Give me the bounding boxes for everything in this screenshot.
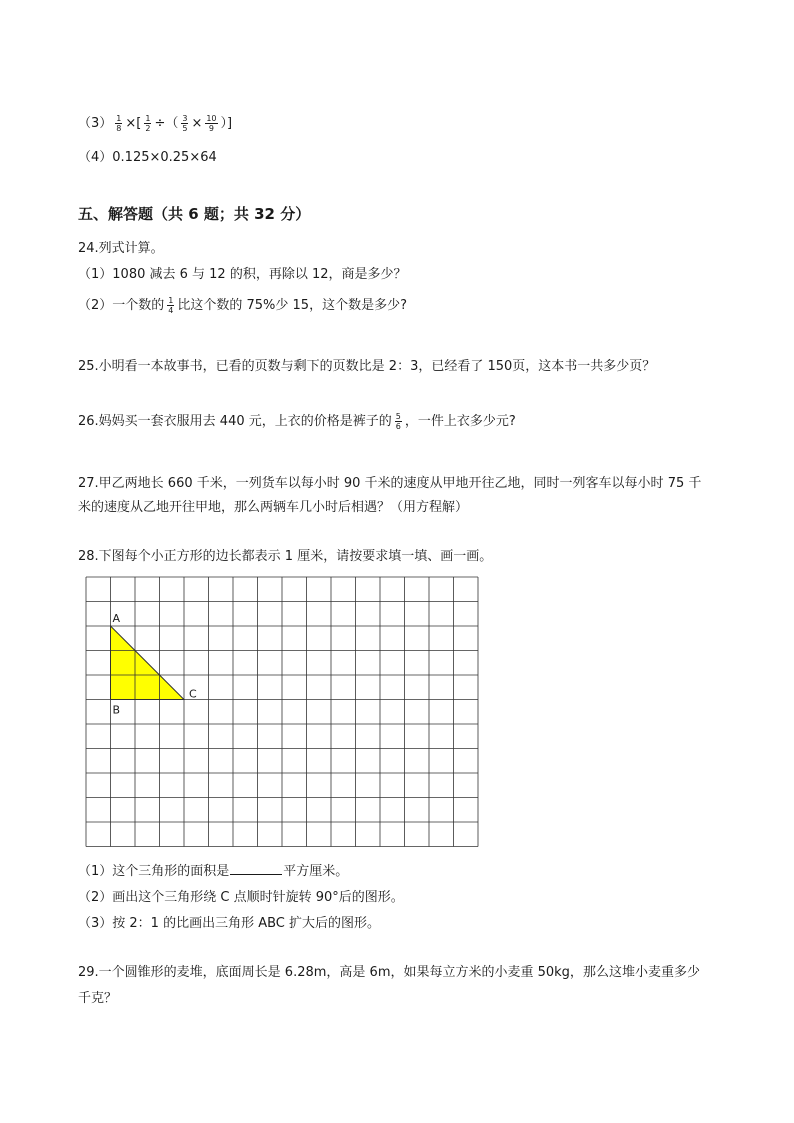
problem-24-title: 24.列式计算。: [78, 241, 164, 256]
fraction-3-5: $\frac{3}{5}$: [182, 114, 188, 133]
triangle-abc: [111, 626, 185, 700]
vertex-label-a: A: [112, 612, 121, 625]
vertex-label-c: C: [189, 687, 197, 701]
fraction-5-6: $\frac{5}{6}$: [395, 412, 401, 431]
problem-24-sub1: （1）1080 减去 6 与 12 的积，再除以 12，商是多少？: [78, 267, 407, 282]
problem-27-line1: 27.甲乙两地长 660 千米，一列货车以每小时 90 千米的速度从甲地开往乙地，同时一列客车以每小时 75 千: [78, 476, 702, 491]
q3-prefix: （3）: [78, 116, 113, 131]
square-grid-diagram: [85, 576, 479, 848]
q3-op1: ×[: [125, 116, 142, 131]
problem-28-sub2: （2）画出这个三角形绕 C 点顺时针旋转 90°后的图形。: [78, 890, 404, 905]
problem-26: 26.妈妈买一套衣服用去 440 元，上衣的价格是裤子的 $\frac{5}{6}$ ，一件上衣多少元?: [78, 412, 516, 431]
problem-28-sub1: （1）这个三角形的面积是 平方厘米。: [78, 864, 349, 879]
q3-op3: ×: [191, 116, 203, 131]
problem-29-line1: 29.一个圆锥形的麦堆，底面周长是 6.28m，高是 6m，如果每立方米的小麦重 50kg，那么这堆小麦重多少: [78, 965, 700, 980]
q3-op2: ÷（: [154, 116, 179, 131]
fraction-1-8: $\frac{1}{8}$: [116, 114, 122, 133]
problem-29-line2: 千克？: [78, 991, 118, 1006]
problem-28-title: 28.下图每个小正方形的边长都表示 1 厘米，请按要求填一填、画一画。: [78, 549, 493, 564]
q3-close: ）]: [220, 116, 233, 131]
fraction-1-4: $\frac{1}{4}$: [168, 296, 174, 315]
fraction-10-9: $\frac{10}{9}$: [206, 114, 217, 133]
question-4-expression: （4）0.125×0.25×64: [78, 150, 217, 165]
section-5-heading: 五、解答题（共 6 题；共 32 分）: [78, 205, 311, 223]
problem-25: 25.小明看一本故事书，已看的页数与剩下的页数比是 2：3，已经看了 150页，这本书一共多少页？: [78, 359, 656, 374]
answer-blank[interactable]: [230, 862, 282, 875]
problem-27-line2: 米的速度从乙地开往甲地，那么两辆车几小时后相遇？（用方程解）: [78, 500, 469, 515]
vertex-label-b: B: [112, 703, 121, 717]
problem-24-sub2: （2）一个数的 $\frac{1}{4}$ 比这个数的 75%少 15，这个数是多少?: [78, 296, 407, 315]
question-3-expression: [78, 112, 232, 133]
problem-28-sub3: （3）按 2：1 的比画出三角形 ABC 扩大后的图形。: [78, 916, 381, 931]
fraction-1-2: $\frac{1}{2}$: [145, 114, 151, 133]
